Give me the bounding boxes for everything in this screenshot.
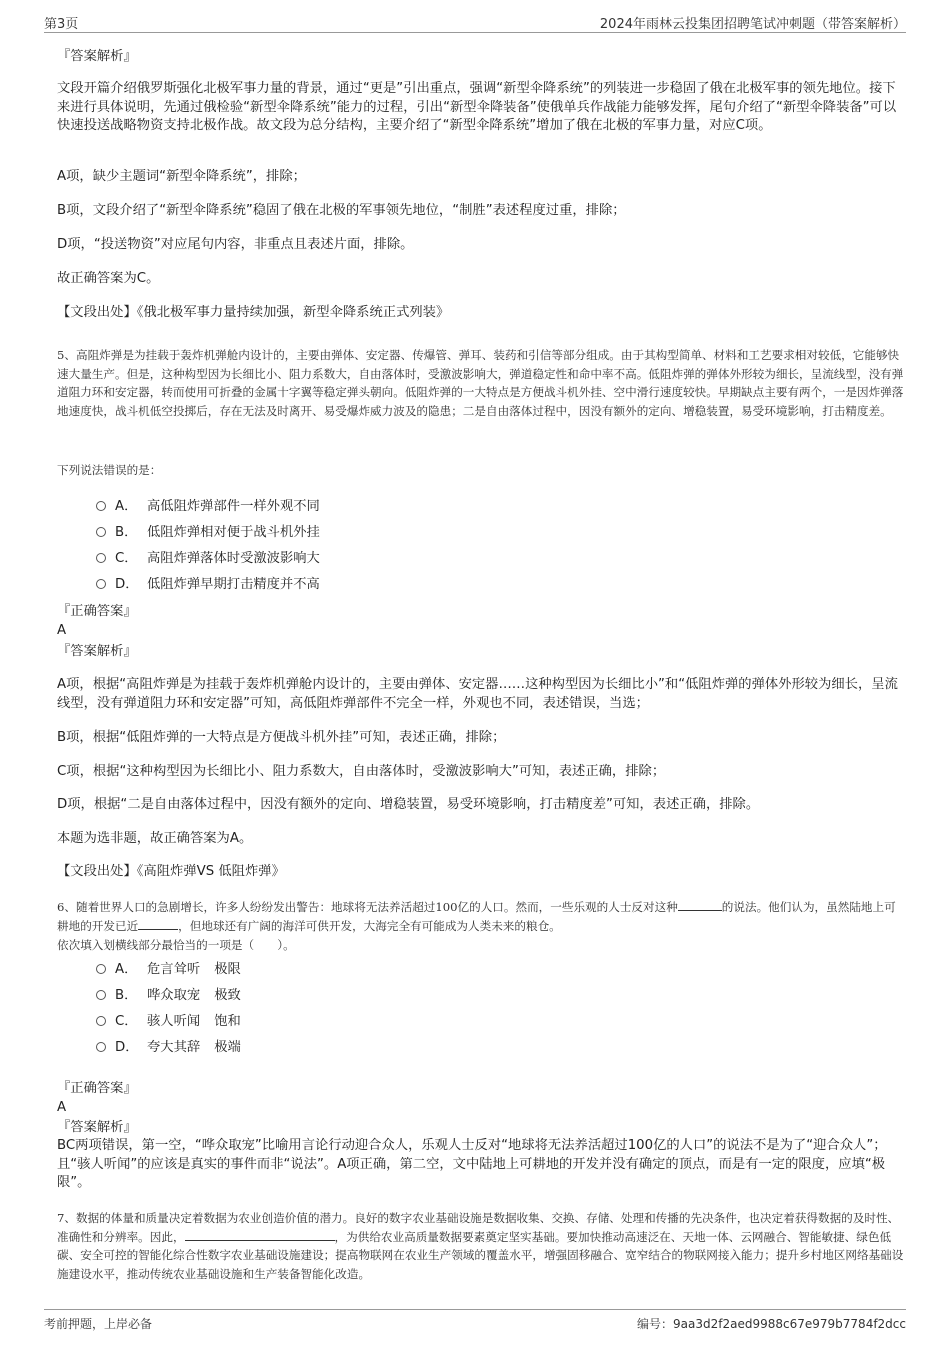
- radio-icon[interactable]: [96, 553, 106, 563]
- q6-option-d[interactable]: D． 夸大其辞 极端: [96, 1038, 241, 1058]
- q4-source: 【文段出处】《俄北极军事力量持续加强，新型伞降系统正式列装》: [57, 305, 450, 320]
- q5-analysis-label: 『答案解析』: [57, 644, 137, 659]
- document-title: 2024年雨林云投集团招聘笔试冲刺题（带答案解析）: [599, 17, 906, 32]
- q4-conclusion: 故正确答案为C。: [57, 271, 160, 286]
- q6-option-a[interactable]: A． 危言耸听 极限: [96, 960, 241, 980]
- q5-option-c-analysis: C项，根据“这种构型因为长细比小、阻力系数大，自由落体时，受激波影响大”可知，表述正确，排除；: [57, 764, 666, 779]
- fill-blank-1: [678, 899, 722, 911]
- radio-icon[interactable]: [96, 501, 106, 511]
- q6-answer: A: [57, 1100, 67, 1115]
- q6-answer-label: 『正确答案』: [57, 1081, 137, 1096]
- fill-blank-2: [138, 918, 178, 930]
- q6-option-b[interactable]: B． 哗众取宠 极致: [96, 986, 241, 1006]
- page-footer: [44, 1309, 906, 1336]
- q5-option-b[interactable]: B． 低阻炸弹相对便于战斗机外挂: [96, 523, 320, 543]
- document-code: 编号：9aa3d2f2aed9988c67e979b7784f2dcc: [637, 1317, 906, 1331]
- q4-option-a-analysis: A项，缺少主题词“新型伞降系统”，排除；: [57, 169, 306, 184]
- q5-option-b-analysis: B项，根据“低阻炸弹的一大特点是方便战斗机外挂”可知，表述正确，排除；: [57, 730, 506, 745]
- q5-option-a-analysis: A项，根据“高阻炸弹是为挂载于轰炸机弹舱内设计的，主要由弹体、安定器……这种构型因为长细比小”和“低阻炸弹的弹体外形较为细长，呈流线型，没有弹道阻力环和安定器”可知，高低阻炸弹部件不完全一样，外观也不同，表述错误，当选；: [57, 677, 898, 711]
- radio-icon[interactable]: [96, 1042, 106, 1052]
- q4-option-b-analysis: B项，文段介绍了“新型伞降系统”稳固了俄在北极的军事领先地位，“制胜”表述程度过重，排除；: [57, 203, 626, 218]
- q4-analysis-label: 『答案解析』: [57, 49, 137, 64]
- q6-stem: 6、随着世界人口的急剧增长，许多人纷纷发出警告：地球将无法养活超过100亿的人口。然而，一些乐观的人士反对这种 的说法。他们认为，虽然陆地上可耕地的开发已近 ，但地球还有广阔的海洋可供开发，大海完全有可能成为人类未来的粮仓。: [57, 900, 896, 933]
- q5-source: 【文段出处】《高阻炸弹VS 低阻炸弹》: [57, 864, 285, 879]
- radio-icon[interactable]: [96, 1016, 106, 1026]
- q5-option-d[interactable]: D． 低阻炸弹早期打击精度并不高: [96, 575, 320, 595]
- q6-analysis-label: 『答案解析』: [57, 1120, 137, 1135]
- q6-analysis: BC两项错误，第一空，“哗众取宠”比喻用言论行动迎合众人，乐观人士反对“地球将无法养活超过100亿的人口”的说法不是为了“迎合众人”；且“骇人听闻”的应该是真实的事件而非“说法”。A项正确，第二空，文中陆地上可耕地的开发并没有确定的顶点，而是有一定的限度，应填“极限”。: [57, 1138, 887, 1191]
- q5-conclusion: 本题为选非题，故正确答案为A。: [57, 831, 253, 846]
- page-number: 第3页: [44, 17, 79, 32]
- q6-option-c[interactable]: C． 骇人听闻 饱和: [96, 1012, 241, 1032]
- q5-prompt: 下列说法错误的是：: [57, 463, 162, 477]
- q5-option-d-analysis: D项，根据“二是自由落体过程中，因没有额外的定向、增稳装置，易受环境影响，打击精度差”可知，表述正确，排除。: [57, 797, 760, 812]
- q5-answer: A: [57, 623, 67, 638]
- q5-option-a[interactable]: A． 高低阻炸弹部件一样外观不同: [96, 497, 320, 517]
- footer-slogan: 考前押题，上岸必备: [44, 1317, 153, 1331]
- q5-stem: 5、高阻炸弹是为挂载于轰炸机弹舱内设计的，主要由弹体、安定器、传爆管、弹耳、装药和引信等部分组成。由于其构型简单、材料和工艺要求相对较低，它能够快速大量生产。但是，这种构型因为长细比小、阻力系数大，自由落体时，受激波影响大，弹道稳定性和命中率不高。低阻炸弹的弹体外形较为细长，呈流线型，没有弹道阻力环和安定器，转而使用可折叠的金属十字翼等稳定弹头朝向。低阻炸弹的一大特点是方便战斗机外挂、空中滑行速度较快。早期缺点主要有两个，一是因炸弹落地速度快，战斗机低空投掷后，存在无法及时离开、易受爆炸威力波及的隐患；二是自由落体过程中，因没有额外的定向、增稳装置，易受环境影响，打击精度差。: [57, 348, 904, 418]
- q5-answer-label: 『正确答案』: [57, 604, 137, 619]
- q7-stem: 7、数据的体量和质量决定着数据为农业创造价值的潜力。良好的数字农业基础设施是数据收集、交换、存储、处理和传播的先决条件，也决定着获得数据的及时性、准确性和分辨率。因此， ，为供给农业高质量数据要素奠定坚实基础。要加快推动高速泛在、天地一体、云网融合、智能敏捷、绿色低碳、安全可控的智能化综合性数字农业基础设施建设；提高物联网在农业生产领域的覆盖水平，增强固移融合、宽窄结合的物联网接入能力；提升乡村地区网络基础设施建设水平，推动传统农业基础设施和生产装备智能化改造。: [57, 1211, 904, 1281]
- radio-icon[interactable]: [96, 990, 106, 1000]
- radio-icon[interactable]: [96, 527, 106, 537]
- radio-icon[interactable]: [96, 579, 106, 589]
- q6-prompt: 依次填入划横线部分最恰当的一项是（ ）。: [57, 938, 295, 952]
- page-header: [44, 10, 906, 33]
- q4-analysis-para: 文段开篇介绍俄罗斯强化北极军事力量的背景，通过“更是”引出重点，强调“新型伞降系统”的列装进一步稳固了俄在北极军事的领先地位。接下来进行具体说明，先通过俄检验“新型伞降系统”能力的过程，引出“新型伞降装备”使俄单兵作战能力能够发挥，尾句介绍了“新型伞降装备”可以快速投送战略物资支持北极作战。故文段为总分结构，主要介绍了“新型伞降系统”增加了俄在北极的军事力量，对应C项。: [57, 81, 897, 134]
- q5-option-c[interactable]: C． 高阻炸弹落体时受激波影响大: [96, 549, 320, 569]
- radio-icon[interactable]: [96, 964, 106, 974]
- q4-option-d-analysis: D项，“投送物资”对应尾句内容，非重点且表述片面，排除。: [57, 237, 414, 252]
- fill-blank: [185, 1229, 335, 1241]
